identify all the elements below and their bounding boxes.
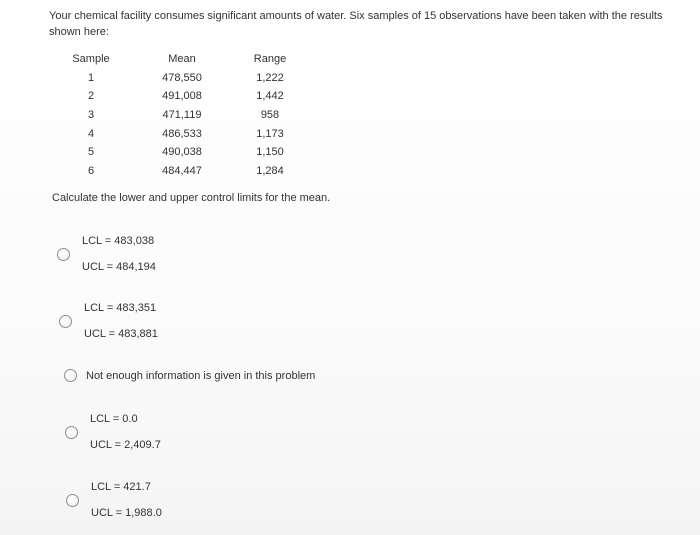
cell-mean: 486,533 bbox=[162, 127, 202, 140]
cell-range: 1,222 bbox=[256, 71, 284, 84]
radio-button[interactable] bbox=[64, 369, 77, 382]
option-text: Not enough information is given in this problem bbox=[86, 369, 316, 382]
cell-range: 1,284 bbox=[256, 164, 284, 177]
table-row bbox=[63, 162, 303, 181]
table-row bbox=[63, 87, 303, 106]
table-row bbox=[63, 124, 303, 143]
cell-sample: 6 bbox=[87, 164, 95, 177]
cell-range: 1,173 bbox=[256, 127, 284, 140]
cell-range: 958 bbox=[260, 109, 280, 122]
answer-option-2[interactable] bbox=[59, 295, 158, 347]
option-ucl: UCL = 483,881 bbox=[84, 328, 158, 340]
data-table bbox=[63, 50, 303, 180]
option-lcl: LCL = 483,351 bbox=[84, 302, 157, 314]
option-values bbox=[90, 406, 161, 458]
option-lcl: LCL = 0.0 bbox=[90, 413, 138, 425]
option-ucl: UCL = 2,409.7 bbox=[90, 439, 161, 451]
header-sample: Sample bbox=[72, 53, 110, 66]
cell-mean: 491,008 bbox=[162, 90, 202, 103]
radio-button[interactable] bbox=[65, 426, 78, 439]
cell-sample: 5 bbox=[87, 146, 95, 159]
option-lcl: LCL = 483,038 bbox=[82, 235, 155, 247]
cell-sample: 1 bbox=[87, 71, 95, 84]
cell-sample: 3 bbox=[87, 109, 95, 122]
answer-option-4[interactable] bbox=[65, 406, 161, 458]
option-values bbox=[84, 295, 158, 347]
option-ucl: UCL = 1,988.0 bbox=[91, 507, 162, 519]
radio-button[interactable] bbox=[66, 494, 79, 507]
option-lcl: LCL = 421.7 bbox=[91, 481, 151, 493]
radio-button[interactable] bbox=[57, 248, 70, 261]
prompt-text: Calculate the lower and upper control limits for the mean. bbox=[52, 192, 331, 204]
radio-button[interactable] bbox=[59, 315, 72, 328]
header-mean: Mean bbox=[168, 53, 196, 66]
cell-mean: 471,119 bbox=[162, 109, 202, 122]
question-text: Your chemical facility consumes significant amounts of water. Six samples of 15 observations have been taken with the results shown here: bbox=[49, 10, 663, 38]
answer-option-5[interactable] bbox=[66, 474, 162, 526]
cell-mean: 484,447 bbox=[162, 164, 202, 177]
cell-range: 1,442 bbox=[256, 90, 284, 103]
answer-option-1[interactable] bbox=[57, 228, 156, 280]
option-ucl: UCL = 484,194 bbox=[82, 261, 156, 273]
table-row bbox=[63, 69, 303, 88]
cell-mean: 478,550 bbox=[162, 71, 202, 84]
cell-mean: 490,038 bbox=[162, 146, 202, 159]
answer-option-3[interactable] bbox=[64, 369, 315, 382]
cell-range: 1,150 bbox=[256, 146, 284, 159]
table-header-row bbox=[63, 50, 303, 69]
option-values bbox=[82, 228, 156, 280]
header-range: Range bbox=[253, 53, 287, 66]
cell-sample: 2 bbox=[87, 90, 95, 103]
table-row bbox=[63, 106, 303, 125]
cell-sample: 4 bbox=[87, 127, 95, 140]
option-values bbox=[91, 474, 162, 526]
table-row bbox=[63, 143, 303, 162]
